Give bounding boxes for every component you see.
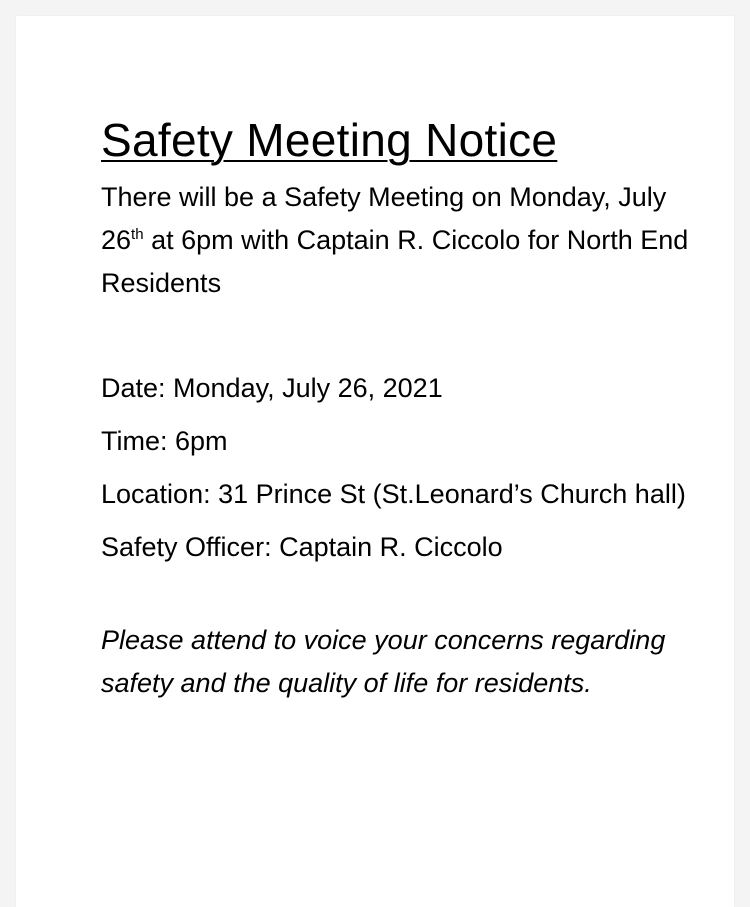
intro-paragraph [101, 176, 691, 305]
document-page [16, 16, 734, 907]
detail-officer: Safety Officer: Captain R. Ciccolo [101, 532, 503, 562]
detail-location: Location: 31 Prince St (St.Leonard’s Church hall) [101, 479, 686, 509]
meeting-details [101, 367, 691, 569]
closing-paragraph: Please attend to voice your concerns regarding safety and the quality of life for residents. [101, 625, 666, 698]
notice-title: Safety Meeting Notice [101, 114, 558, 166]
notice-content [101, 112, 691, 732]
intro-text-before: There will be a Safety Meeting on Monday, July 26 [101, 182, 667, 255]
detail-date: Date: Monday, July 26, 2021 [101, 373, 443, 403]
intro-text-after: at 6pm with Captain R. Ciccolo for North End Residents [101, 225, 689, 298]
detail-time: Time: 6pm [101, 426, 228, 456]
intro-ordinal-suffix: th [131, 226, 144, 243]
